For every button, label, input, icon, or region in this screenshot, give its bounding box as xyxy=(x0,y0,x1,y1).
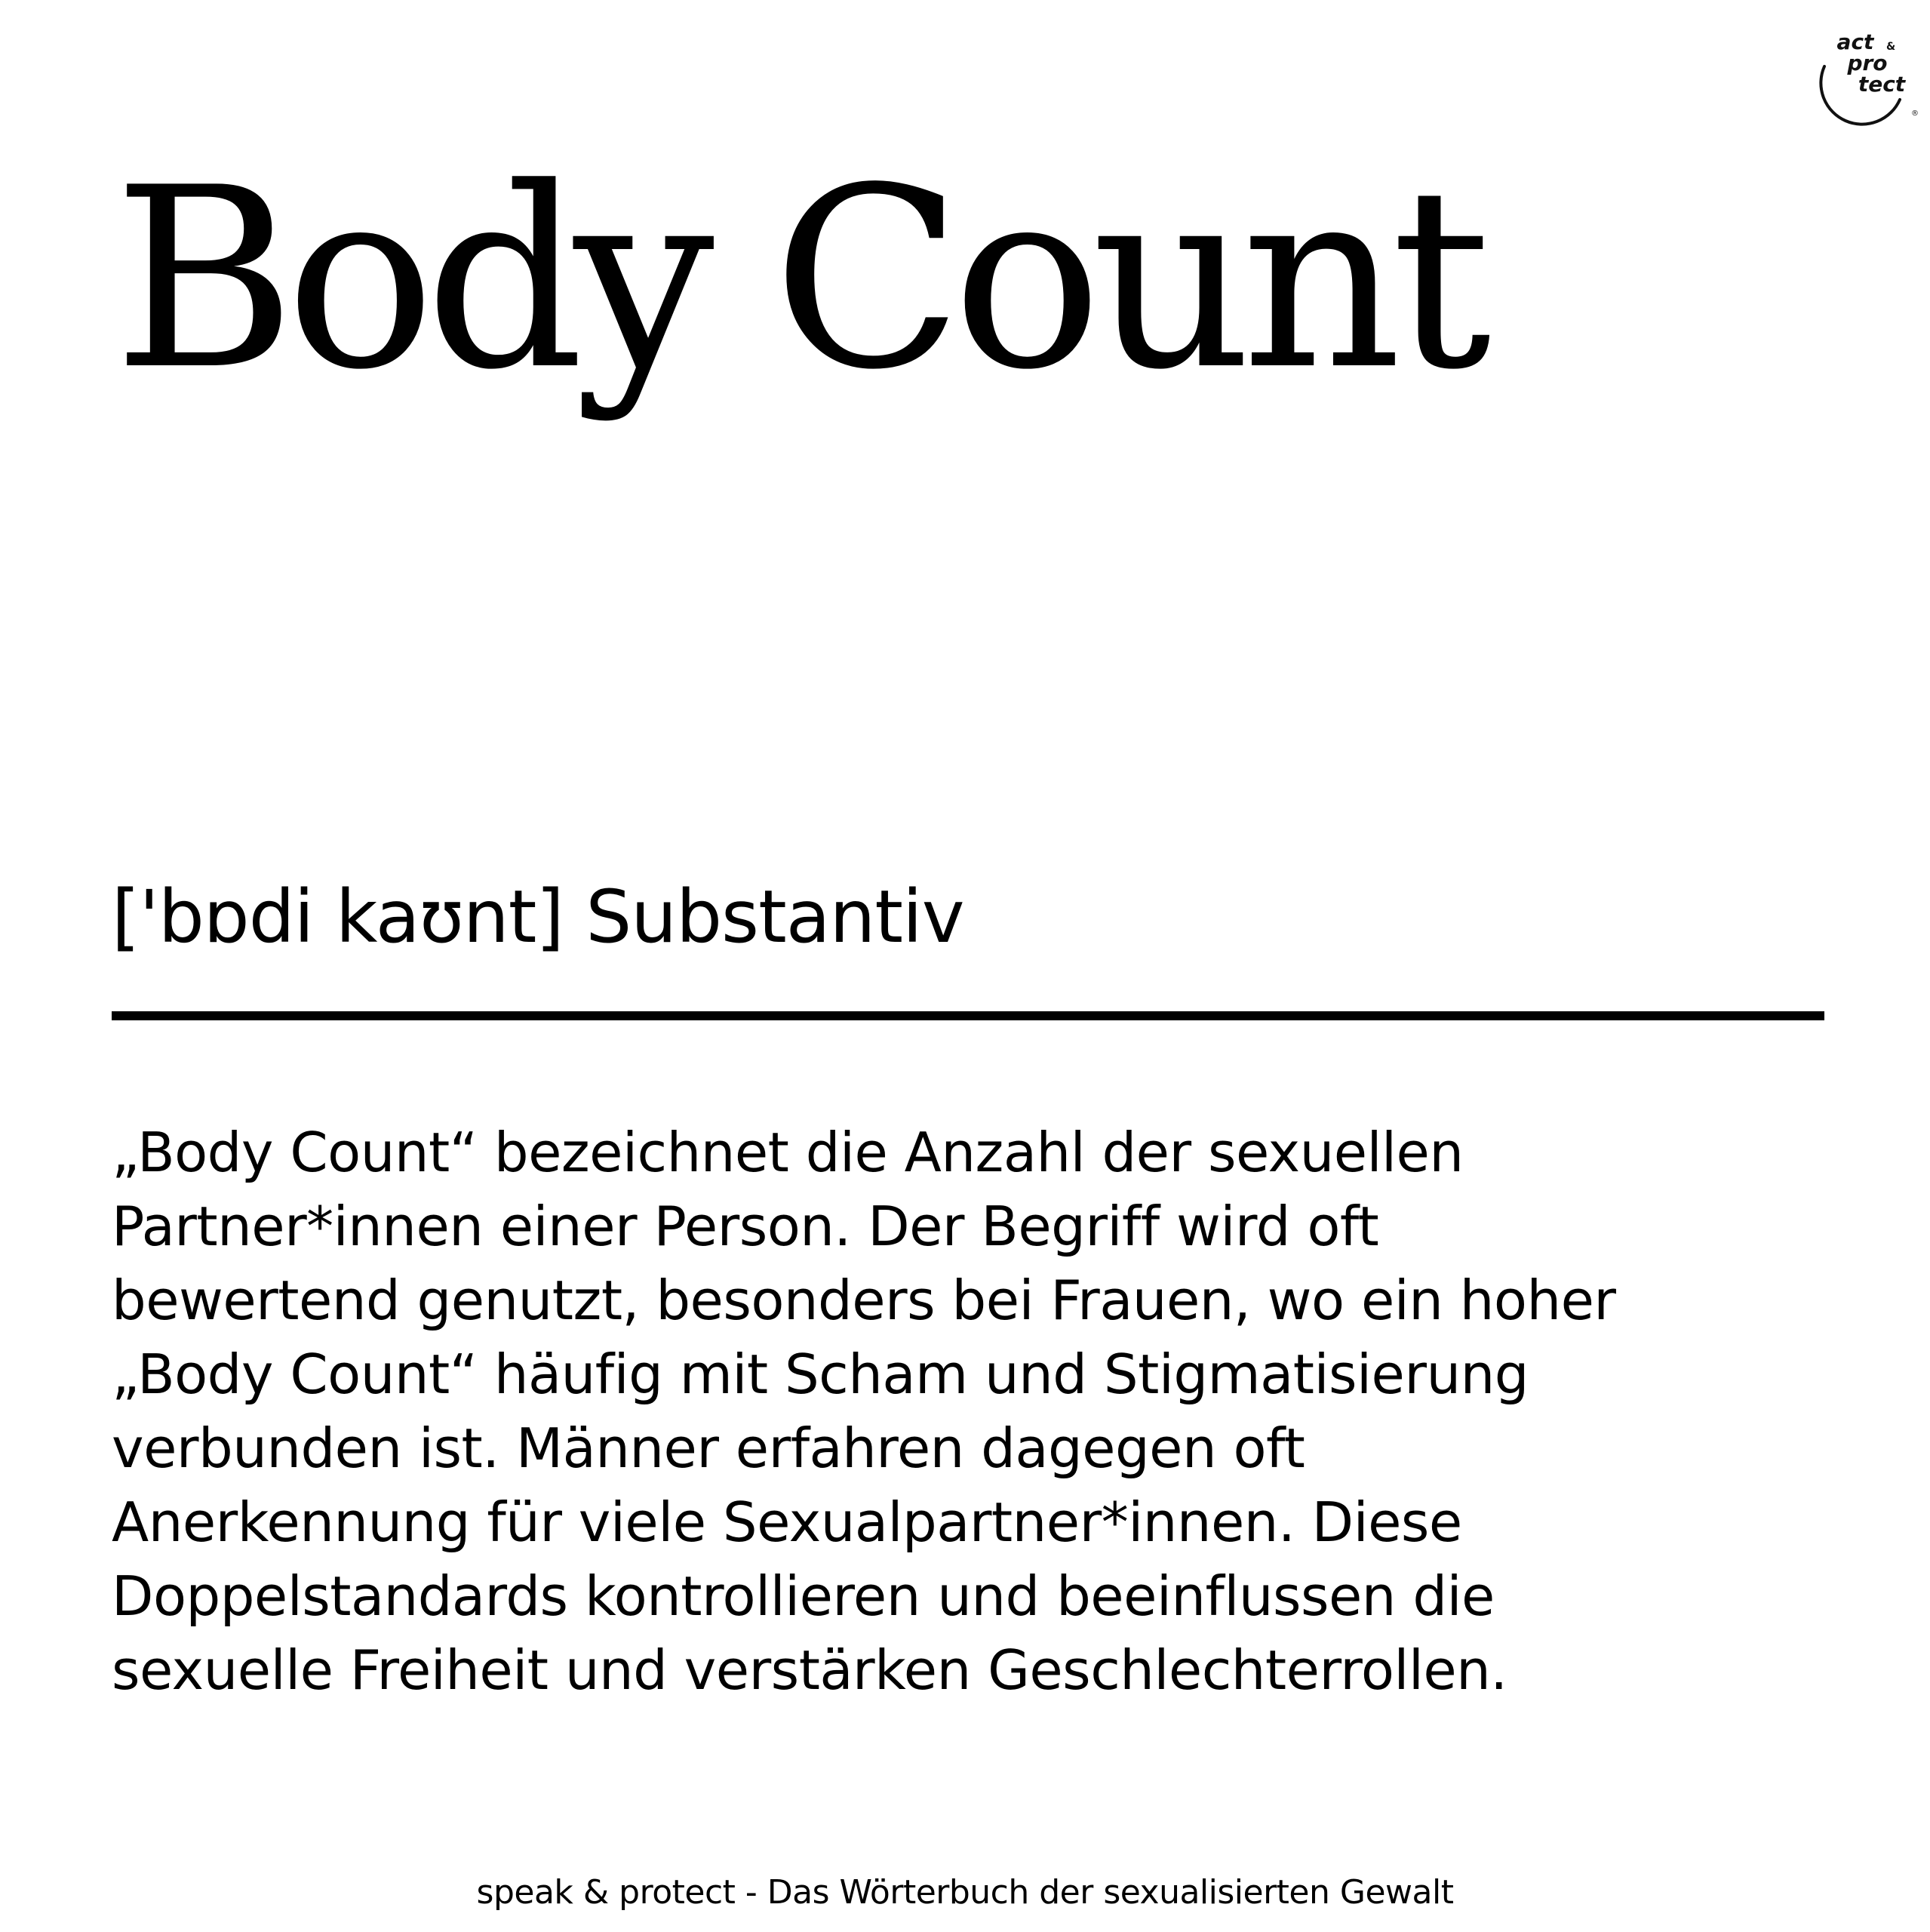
logo-text-tect: tect xyxy=(1858,72,1906,97)
logo-text-pro: pro xyxy=(1847,51,1888,75)
logo-text-act: act xyxy=(1836,29,1874,54)
svg-text:®: ® xyxy=(1911,109,1919,118)
definition-text xyxy=(112,1115,1832,1707)
divider-line xyxy=(112,1011,1824,1020)
definition-line: Doppelstandards kontrollieren und beeinflussen die xyxy=(112,1564,1495,1628)
pronunciation-and-word-class: ['bɒdi kaʊnt] Substantiv xyxy=(112,875,964,959)
definition-line: verbunden ist. Männer erfahren dagegen oft xyxy=(112,1417,1305,1480)
logo-ampersand: & xyxy=(1886,41,1896,53)
definition-line: bewertend genutzt, besonders bei Frauen, wo ein hoher xyxy=(112,1269,1616,1332)
definition-line: Anerkennung für viele Sexualpartner*innen. Diese xyxy=(112,1491,1462,1554)
definition-line: „Body Count“ häufig mit Scham und Stigmatisierung xyxy=(112,1343,1529,1406)
entry-title: Body Count xyxy=(113,134,1481,424)
act-and-protect-logo xyxy=(1811,21,1919,127)
definition-line: Partner*innen einer Person. Der Begriff wird oft xyxy=(112,1195,1379,1258)
definition-line: sexuelle Freiheit und verstärken Geschlechterrollen. xyxy=(112,1638,1507,1702)
footer-caption: speak & protect - Das Wörterbuch der sexualisierten Gewalt xyxy=(476,1873,1454,1912)
definition-line: „Body Count“ bezeichnet die Anzahl der sexuellen xyxy=(112,1121,1464,1184)
